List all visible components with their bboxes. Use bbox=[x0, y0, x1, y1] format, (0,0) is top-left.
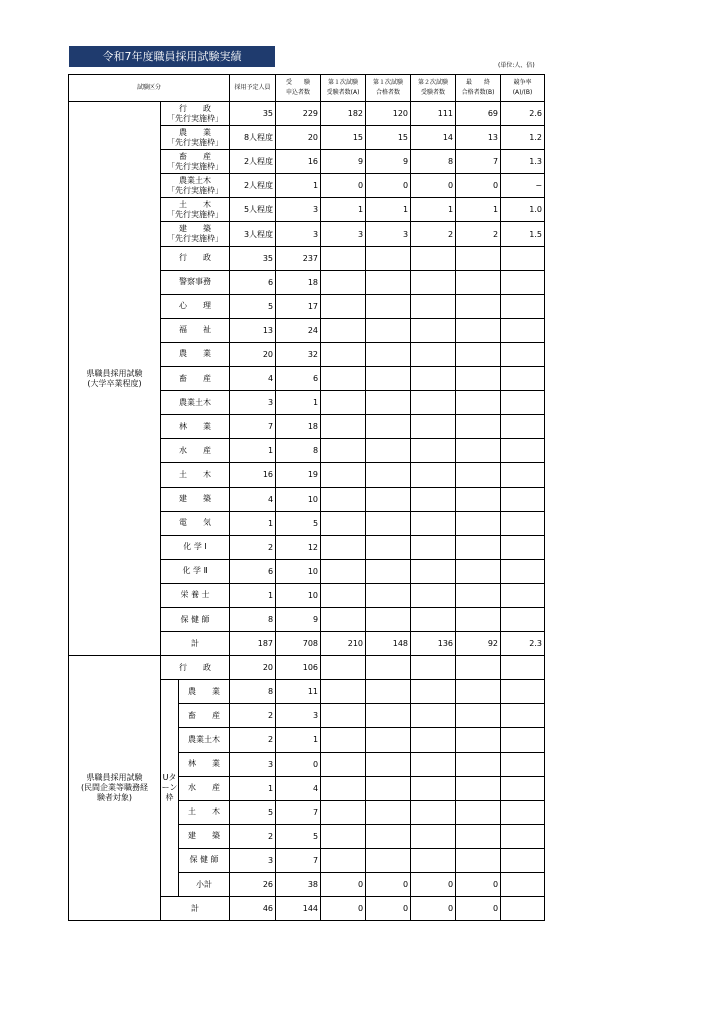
value-cell: 16 bbox=[230, 463, 276, 487]
empty-cell bbox=[321, 487, 366, 511]
empty-cell bbox=[456, 294, 501, 318]
empty-cell bbox=[321, 728, 366, 752]
value-cell: 144 bbox=[276, 897, 321, 921]
value-cell: 38 bbox=[276, 873, 321, 897]
value-cell: 2 bbox=[411, 222, 456, 246]
value-cell: 20 bbox=[276, 126, 321, 150]
row-name: 小計 bbox=[179, 873, 230, 897]
empty-cell bbox=[501, 511, 545, 535]
empty-cell bbox=[321, 511, 366, 535]
empty-cell bbox=[501, 391, 545, 415]
empty-cell bbox=[366, 463, 411, 487]
row-name: 農業土木 bbox=[161, 391, 230, 415]
value-cell: 1 bbox=[230, 511, 276, 535]
empty-cell bbox=[456, 246, 501, 270]
empty-cell bbox=[321, 367, 366, 391]
empty-cell bbox=[411, 511, 456, 535]
value-cell: 210 bbox=[321, 632, 366, 656]
empty-cell bbox=[501, 680, 545, 704]
row-name: 心 理 bbox=[161, 294, 230, 318]
value-cell: 10 bbox=[276, 583, 321, 607]
value-cell: 5 bbox=[230, 800, 276, 824]
value-cell: 13 bbox=[230, 318, 276, 342]
section1-label: 県職員採用試験 (大学卒業程度) bbox=[69, 102, 161, 656]
value-cell: 2人程度 bbox=[230, 174, 276, 198]
empty-cell bbox=[456, 583, 501, 607]
header-ratio: 競争率 (A)/(B) bbox=[501, 75, 545, 102]
value-cell: 0 bbox=[411, 174, 456, 198]
value-cell: 15 bbox=[366, 126, 411, 150]
row-name: 農業土木 bbox=[179, 728, 230, 752]
value-cell: 182 bbox=[321, 102, 366, 126]
empty-cell bbox=[501, 487, 545, 511]
empty-cell bbox=[411, 270, 456, 294]
empty-cell bbox=[411, 800, 456, 824]
empty-cell bbox=[321, 752, 366, 776]
empty-cell bbox=[321, 656, 366, 680]
row-name: 畜 産 bbox=[161, 367, 230, 391]
empty-cell bbox=[366, 776, 411, 800]
page-title: 令和7年度職員採用試験実績 bbox=[69, 46, 275, 67]
value-cell bbox=[501, 873, 545, 897]
empty-cell bbox=[411, 824, 456, 848]
value-cell: 0 bbox=[456, 873, 501, 897]
value-cell: 1 bbox=[456, 198, 501, 222]
value-cell: 8 bbox=[411, 150, 456, 174]
empty-cell bbox=[456, 848, 501, 872]
value-cell: 2人程度 bbox=[230, 150, 276, 174]
value-cell: 0 bbox=[366, 174, 411, 198]
empty-cell bbox=[411, 752, 456, 776]
value-cell: − bbox=[501, 174, 545, 198]
empty-cell bbox=[456, 776, 501, 800]
empty-cell bbox=[501, 270, 545, 294]
empty-cell bbox=[456, 487, 501, 511]
value-cell: 35 bbox=[230, 246, 276, 270]
value-cell: 35 bbox=[230, 102, 276, 126]
header-first-takers: 第１次試験 受験者数(A) bbox=[321, 75, 366, 102]
empty-cell bbox=[456, 463, 501, 487]
empty-cell bbox=[321, 704, 366, 728]
row-name: 化 学 Ⅱ bbox=[161, 559, 230, 583]
value-cell: 106 bbox=[276, 656, 321, 680]
value-cell: 8 bbox=[230, 607, 276, 631]
empty-cell bbox=[366, 342, 411, 366]
value-cell: 0 bbox=[456, 174, 501, 198]
row-name: 農 業 bbox=[179, 680, 230, 704]
header-final: 最 終 合格者数(B) bbox=[456, 75, 501, 102]
value-cell: 18 bbox=[276, 270, 321, 294]
row-name: 畜 産 「先行実施枠」 bbox=[161, 150, 230, 174]
value-cell: 2 bbox=[230, 535, 276, 559]
row-name: 建 築 bbox=[161, 487, 230, 511]
empty-cell bbox=[321, 415, 366, 439]
value-cell: 7 bbox=[456, 150, 501, 174]
value-cell: 10 bbox=[276, 559, 321, 583]
row-name: 行 政 「先行実施枠」 bbox=[161, 102, 230, 126]
value-cell: 0 bbox=[321, 873, 366, 897]
empty-cell bbox=[501, 607, 545, 631]
value-cell: 1 bbox=[276, 391, 321, 415]
empty-cell bbox=[456, 800, 501, 824]
empty-cell bbox=[501, 800, 545, 824]
empty-cell bbox=[411, 463, 456, 487]
empty-cell bbox=[456, 367, 501, 391]
row-name: 水 産 bbox=[161, 439, 230, 463]
empty-cell bbox=[366, 487, 411, 511]
empty-cell bbox=[321, 583, 366, 607]
row-name: 電 気 bbox=[161, 511, 230, 535]
empty-cell bbox=[366, 656, 411, 680]
empty-cell bbox=[321, 342, 366, 366]
empty-cell bbox=[456, 704, 501, 728]
empty-cell bbox=[456, 535, 501, 559]
empty-cell bbox=[411, 607, 456, 631]
value-cell: 26 bbox=[230, 873, 276, 897]
value-cell: 6 bbox=[276, 367, 321, 391]
header-planned: 採用予定人員 bbox=[230, 75, 276, 102]
value-cell: 6 bbox=[230, 270, 276, 294]
empty-cell bbox=[366, 535, 411, 559]
empty-cell bbox=[321, 439, 366, 463]
row-name: 化 学 Ⅰ bbox=[161, 535, 230, 559]
empty-cell bbox=[501, 559, 545, 583]
value-cell: 5 bbox=[276, 824, 321, 848]
empty-cell bbox=[456, 439, 501, 463]
empty-cell bbox=[366, 318, 411, 342]
empty-cell bbox=[411, 439, 456, 463]
empty-cell bbox=[366, 294, 411, 318]
empty-cell bbox=[456, 318, 501, 342]
value-cell: 5 bbox=[276, 511, 321, 535]
value-cell: 32 bbox=[276, 342, 321, 366]
empty-cell bbox=[366, 511, 411, 535]
empty-cell bbox=[321, 246, 366, 270]
value-cell bbox=[501, 897, 545, 921]
value-cell: 111 bbox=[411, 102, 456, 126]
value-cell: 13 bbox=[456, 126, 501, 150]
value-cell: 1.2 bbox=[501, 126, 545, 150]
value-cell: 708 bbox=[276, 632, 321, 656]
empty-cell bbox=[501, 824, 545, 848]
empty-cell bbox=[411, 535, 456, 559]
value-cell: 15 bbox=[321, 126, 366, 150]
empty-cell bbox=[456, 511, 501, 535]
value-cell: 10 bbox=[276, 487, 321, 511]
empty-cell bbox=[321, 391, 366, 415]
table-row bbox=[69, 656, 545, 680]
empty-cell bbox=[411, 367, 456, 391]
empty-cell bbox=[456, 270, 501, 294]
row-name: 林 業 bbox=[179, 752, 230, 776]
empty-cell bbox=[501, 776, 545, 800]
header-row bbox=[69, 75, 545, 102]
value-cell: 3 bbox=[366, 222, 411, 246]
value-cell: 69 bbox=[456, 102, 501, 126]
value-cell: 11 bbox=[276, 680, 321, 704]
value-cell: 1.0 bbox=[501, 198, 545, 222]
table-body bbox=[69, 102, 545, 921]
row-name: 福 祉 bbox=[161, 318, 230, 342]
value-cell: 17 bbox=[276, 294, 321, 318]
row-name: 行 政 bbox=[161, 656, 230, 680]
empty-cell bbox=[321, 270, 366, 294]
row-name: 建 築 「先行実施枠」 bbox=[161, 222, 230, 246]
empty-cell bbox=[366, 680, 411, 704]
empty-cell bbox=[411, 656, 456, 680]
empty-cell bbox=[366, 270, 411, 294]
row-name: 農 業 bbox=[161, 342, 230, 366]
empty-cell bbox=[411, 680, 456, 704]
empty-cell bbox=[366, 367, 411, 391]
empty-cell bbox=[321, 776, 366, 800]
empty-cell bbox=[366, 752, 411, 776]
empty-cell bbox=[411, 728, 456, 752]
empty-cell bbox=[366, 415, 411, 439]
value-cell: 5 bbox=[230, 294, 276, 318]
row-name: 水 産 bbox=[179, 776, 230, 800]
row-name: 土 木 bbox=[179, 800, 230, 824]
header-first-pass: 第１次試験 合格者数 bbox=[366, 75, 411, 102]
empty-cell bbox=[366, 824, 411, 848]
empty-cell bbox=[456, 752, 501, 776]
results-table bbox=[68, 74, 545, 921]
value-cell: 12 bbox=[276, 535, 321, 559]
value-cell: 6 bbox=[230, 559, 276, 583]
empty-cell bbox=[321, 607, 366, 631]
empty-cell bbox=[366, 607, 411, 631]
empty-cell bbox=[366, 559, 411, 583]
empty-cell bbox=[321, 535, 366, 559]
value-cell: 18 bbox=[276, 415, 321, 439]
empty-cell bbox=[366, 246, 411, 270]
value-cell: 8 bbox=[276, 439, 321, 463]
value-cell: 237 bbox=[276, 246, 321, 270]
empty-cell bbox=[501, 535, 545, 559]
value-cell: 136 bbox=[411, 632, 456, 656]
empty-cell bbox=[501, 294, 545, 318]
value-cell: 46 bbox=[230, 897, 276, 921]
value-cell: 4 bbox=[230, 367, 276, 391]
value-cell: 24 bbox=[276, 318, 321, 342]
value-cell: 2 bbox=[230, 728, 276, 752]
empty-cell bbox=[501, 246, 545, 270]
empty-cell bbox=[321, 318, 366, 342]
empty-cell bbox=[501, 704, 545, 728]
value-cell: 3 bbox=[321, 222, 366, 246]
row-name: 農 業 「先行実施枠」 bbox=[161, 126, 230, 150]
value-cell: 9 bbox=[321, 150, 366, 174]
empty-cell bbox=[411, 342, 456, 366]
empty-cell bbox=[366, 583, 411, 607]
value-cell: 0 bbox=[321, 174, 366, 198]
row-name: 保 健 師 bbox=[161, 607, 230, 631]
header-applicants: 受 験 申込者数 bbox=[276, 75, 321, 102]
empty-cell bbox=[321, 824, 366, 848]
empty-cell bbox=[501, 463, 545, 487]
value-cell: 16 bbox=[276, 150, 321, 174]
value-cell: 3 bbox=[230, 752, 276, 776]
value-cell: 7 bbox=[230, 415, 276, 439]
value-cell: 1 bbox=[366, 198, 411, 222]
value-cell: 7 bbox=[276, 848, 321, 872]
value-cell: 9 bbox=[366, 150, 411, 174]
value-cell: 3 bbox=[276, 222, 321, 246]
empty-cell bbox=[456, 415, 501, 439]
value-cell: 2 bbox=[230, 704, 276, 728]
empty-cell bbox=[321, 294, 366, 318]
value-cell: 92 bbox=[456, 632, 501, 656]
empty-cell bbox=[501, 728, 545, 752]
empty-cell bbox=[366, 439, 411, 463]
empty-cell bbox=[501, 367, 545, 391]
row-name: 土 木 bbox=[161, 463, 230, 487]
header-second-takers: 第２次試験 受験者数 bbox=[411, 75, 456, 102]
section2-label: 県職員採用試験 (民間企業等職務経 験者対象) bbox=[69, 656, 161, 921]
value-cell: 3人程度 bbox=[230, 222, 276, 246]
empty-cell bbox=[501, 583, 545, 607]
value-cell: 229 bbox=[276, 102, 321, 126]
row-name: 農業土木 「先行実施枠」 bbox=[161, 174, 230, 198]
value-cell: 1 bbox=[276, 174, 321, 198]
empty-cell bbox=[501, 415, 545, 439]
value-cell: 3 bbox=[276, 198, 321, 222]
value-cell: 187 bbox=[230, 632, 276, 656]
value-cell: 3 bbox=[230, 848, 276, 872]
row-name: 建 築 bbox=[179, 824, 230, 848]
value-cell: 0 bbox=[456, 897, 501, 921]
empty-cell bbox=[366, 848, 411, 872]
value-cell: 8 bbox=[230, 680, 276, 704]
value-cell: 9 bbox=[276, 607, 321, 631]
empty-cell bbox=[366, 800, 411, 824]
empty-cell bbox=[411, 415, 456, 439]
header-category: 試験区分 bbox=[69, 75, 230, 102]
value-cell: 0 bbox=[366, 897, 411, 921]
value-cell: 120 bbox=[366, 102, 411, 126]
value-cell: 5人程度 bbox=[230, 198, 276, 222]
row-name: 行 政 bbox=[161, 246, 230, 270]
empty-cell bbox=[321, 559, 366, 583]
empty-cell bbox=[411, 776, 456, 800]
value-cell: 1 bbox=[230, 439, 276, 463]
empty-cell bbox=[411, 848, 456, 872]
value-cell: 2.6 bbox=[501, 102, 545, 126]
value-cell: 1 bbox=[230, 583, 276, 607]
value-cell: 1 bbox=[321, 198, 366, 222]
empty-cell bbox=[456, 391, 501, 415]
empty-cell bbox=[456, 824, 501, 848]
empty-cell bbox=[411, 559, 456, 583]
uturn-label: Uターン枠 bbox=[161, 680, 179, 897]
empty-cell bbox=[501, 656, 545, 680]
value-cell: 3 bbox=[276, 704, 321, 728]
value-cell: 2 bbox=[230, 824, 276, 848]
value-cell: 0 bbox=[321, 897, 366, 921]
empty-cell bbox=[366, 728, 411, 752]
empty-cell bbox=[501, 752, 545, 776]
value-cell: 14 bbox=[411, 126, 456, 150]
value-cell: 2.3 bbox=[501, 632, 545, 656]
value-cell: 20 bbox=[230, 342, 276, 366]
value-cell: 0 bbox=[366, 873, 411, 897]
empty-cell bbox=[456, 342, 501, 366]
empty-cell bbox=[321, 848, 366, 872]
empty-cell bbox=[501, 318, 545, 342]
row-name: 保 健 師 bbox=[179, 848, 230, 872]
row-name: 畜 産 bbox=[179, 704, 230, 728]
value-cell: 4 bbox=[276, 776, 321, 800]
value-cell: 8人程度 bbox=[230, 126, 276, 150]
empty-cell bbox=[411, 294, 456, 318]
empty-cell bbox=[456, 680, 501, 704]
row-name: 土 木 「先行実施枠」 bbox=[161, 198, 230, 222]
empty-cell bbox=[411, 318, 456, 342]
empty-cell bbox=[321, 680, 366, 704]
value-cell: 0 bbox=[276, 752, 321, 776]
value-cell: 2 bbox=[456, 222, 501, 246]
empty-cell bbox=[366, 391, 411, 415]
unit-note: (単位:人、倍) bbox=[498, 62, 535, 69]
row-name: 林 業 bbox=[161, 415, 230, 439]
empty-cell bbox=[411, 487, 456, 511]
row-name: 計 bbox=[161, 632, 230, 656]
empty-cell bbox=[456, 559, 501, 583]
empty-cell bbox=[411, 704, 456, 728]
empty-cell bbox=[411, 246, 456, 270]
empty-cell bbox=[411, 391, 456, 415]
value-cell: 1 bbox=[411, 198, 456, 222]
empty-cell bbox=[321, 463, 366, 487]
empty-cell bbox=[456, 656, 501, 680]
value-cell: 3 bbox=[230, 391, 276, 415]
row-name: 計 bbox=[161, 897, 230, 921]
empty-cell bbox=[411, 583, 456, 607]
value-cell: 20 bbox=[230, 656, 276, 680]
empty-cell bbox=[501, 342, 545, 366]
row-name: 警察事務 bbox=[161, 270, 230, 294]
empty-cell bbox=[366, 704, 411, 728]
value-cell: 4 bbox=[230, 487, 276, 511]
value-cell: 7 bbox=[276, 800, 321, 824]
value-cell: 1.3 bbox=[501, 150, 545, 174]
row-name: 栄 養 士 bbox=[161, 583, 230, 607]
value-cell: 1.5 bbox=[501, 222, 545, 246]
empty-cell bbox=[501, 848, 545, 872]
value-cell: 148 bbox=[366, 632, 411, 656]
empty-cell bbox=[501, 439, 545, 463]
empty-cell bbox=[456, 728, 501, 752]
value-cell: 19 bbox=[276, 463, 321, 487]
empty-cell bbox=[456, 607, 501, 631]
value-cell: 1 bbox=[230, 776, 276, 800]
value-cell: 0 bbox=[411, 873, 456, 897]
table-row bbox=[69, 102, 545, 126]
value-cell: 0 bbox=[411, 897, 456, 921]
value-cell: 1 bbox=[276, 728, 321, 752]
empty-cell bbox=[321, 800, 366, 824]
